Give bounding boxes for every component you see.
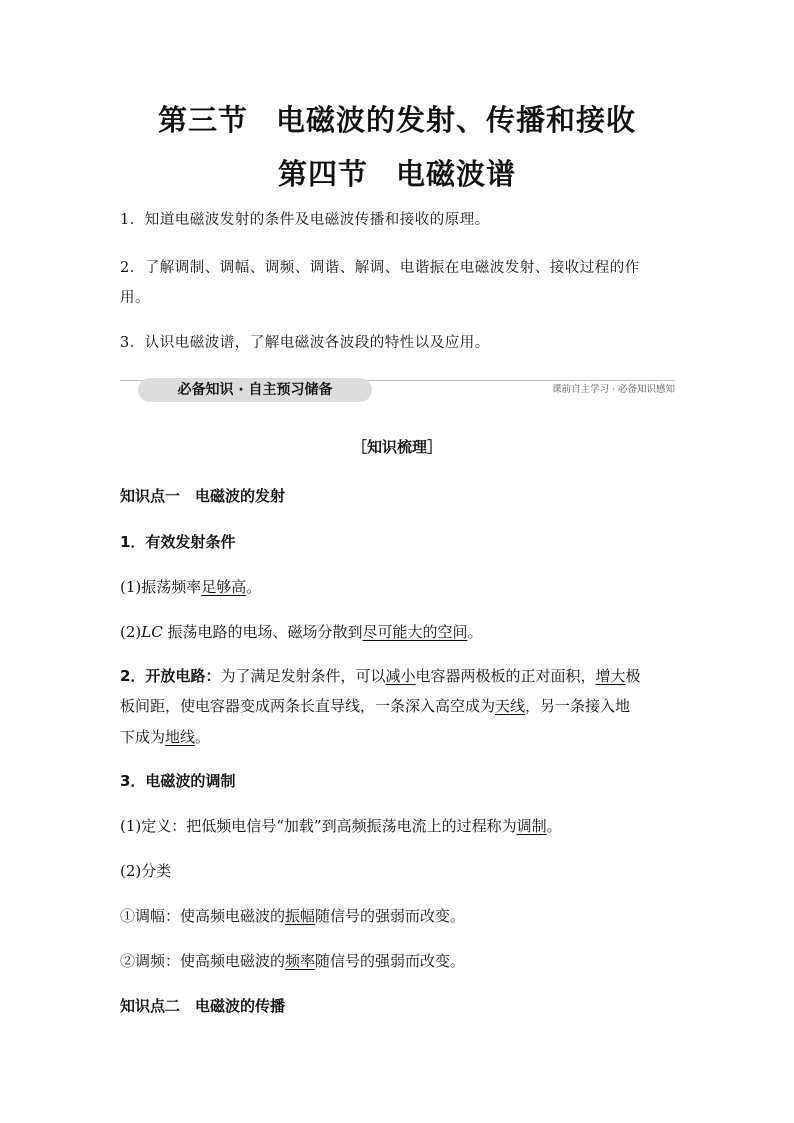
objective-2: 2．了解调制、调幅、调频、调谐、解调、电谐振在电磁波发射、接收过程的作 <box>120 260 640 276</box>
answer-underline: 地线 <box>165 728 196 746</box>
open-circuit-line3 <box>120 722 680 752</box>
text: 振荡电路的电场、磁场分散到 <box>162 623 363 641</box>
answer-underline: 调制 <box>516 817 547 835</box>
text: 板间距，使电容器变成两条长直导线，一条深入高空成为 <box>120 697 496 715</box>
text: ①调幅：使高频电磁波的 <box>120 907 286 925</box>
objective-1: 1．知道电磁波发射的条件及电磁波传播和接收的原理。 <box>120 212 490 228</box>
text: 。 <box>467 623 483 641</box>
text: 随信号的强弱而改变。 <box>315 907 466 925</box>
condition-1 <box>120 572 680 602</box>
condition-2 <box>120 617 680 647</box>
knowledge-point-1-heading: 知识点一 电磁波的发射 <box>120 487 286 505</box>
answer-underline: 天线 <box>495 697 526 715</box>
text: 为了满足发射条件，可以 <box>220 667 386 685</box>
knowledge-heading: ［知识梳理］ <box>351 438 442 456</box>
modulation-classification: (2)分类 <box>120 862 172 880</box>
condition-heading: 1．有效发射条件 <box>120 533 236 551</box>
section-number: 第四节 <box>277 157 368 191</box>
objective-3: 3．认识电磁波谱，了解电磁波各波段的特性以及应用。 <box>120 335 490 351</box>
text: (1)振荡频率 <box>120 578 202 596</box>
text: 电容器两极板的正对面积， <box>415 667 596 685</box>
text: 极 <box>625 667 641 685</box>
frequency-modulation <box>120 946 680 976</box>
page-title-line1 <box>0 98 794 139</box>
text: (1)定义：把低频电信号“加载”到高频振荡电流上的过程称为 <box>120 817 517 835</box>
page-title-line2 <box>0 152 794 193</box>
text: 下成为 <box>120 728 166 746</box>
lc-symbol: LC <box>141 623 163 641</box>
modulation-heading: 3．电磁波的调制 <box>120 772 236 790</box>
knowledge-point-2-heading: 知识点二 电磁波的传播 <box>120 997 286 1015</box>
text: 。 <box>546 817 562 835</box>
section-title: 电磁波谱 <box>396 157 517 191</box>
answer-underline: 频率 <box>285 952 316 970</box>
objective-2-cont: 用。 <box>120 290 150 306</box>
section-banner <box>120 376 675 402</box>
section-title: 电磁波的发射、传播和接收 <box>276 103 637 137</box>
answer-underline: 增大 <box>595 667 626 685</box>
text: 随信号的强弱而改变。 <box>315 952 466 970</box>
amplitude-modulation <box>120 901 680 931</box>
text: ②调频：使高频电磁波的 <box>120 952 286 970</box>
text: ，另一条接入地 <box>525 697 631 715</box>
modulation-definition <box>120 811 680 841</box>
text: 。 <box>195 728 211 746</box>
open-circuit-line1 <box>120 661 680 691</box>
open-circuit-line2 <box>120 691 680 721</box>
banner-subtitle: 课前自主学习 · 必备知识感知 <box>551 384 675 395</box>
section-number: 第三节 <box>157 103 248 137</box>
answer-underline: 振幅 <box>285 907 316 925</box>
open-circuit-label: 2．开放电路： <box>120 667 221 685</box>
banner-tab: 必备知识 · 自主预习储备 <box>138 378 372 402</box>
text: 。 <box>246 578 262 596</box>
answer-underline: 减小 <box>385 667 416 685</box>
answer-underline: 尽可能大的空间 <box>362 623 468 641</box>
answer-underline: 足够高 <box>201 578 247 596</box>
text: (2) <box>120 623 142 641</box>
